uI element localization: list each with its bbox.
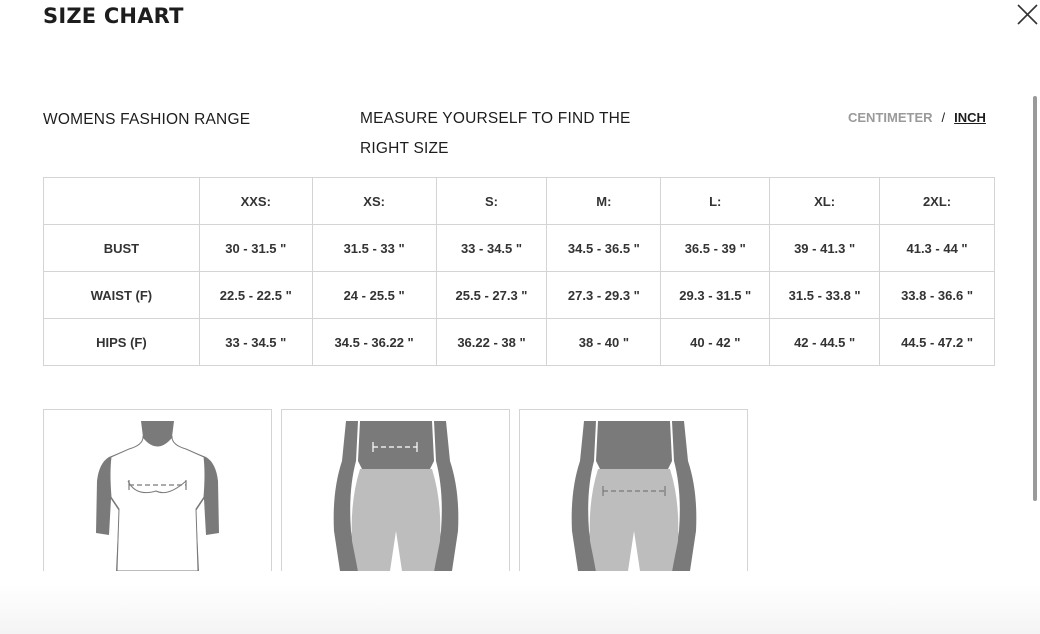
table-cell: 33 - 34.5 ": [199, 319, 312, 366]
table-header-cell: [44, 178, 200, 225]
table-header-cell: 2XL:: [880, 178, 995, 225]
hips-measure-figure-icon: [532, 421, 735, 571]
size-table: [43, 177, 995, 366]
table-cell: 33 - 34.5 ": [436, 225, 547, 272]
table-header-cell: S:: [436, 178, 547, 225]
table-cell: 44.5 - 47.2 ": [880, 319, 995, 366]
waist-measure-figure-icon: [294, 421, 497, 571]
table-cell: 27.3 - 29.3 ": [547, 272, 661, 319]
row-label: BUST: [44, 225, 200, 272]
bust-measure-figure-icon: [56, 421, 259, 571]
table-header-row: [44, 178, 995, 225]
table-cell: 38 - 40 ": [547, 319, 661, 366]
table-cell: 25.5 - 27.3 ": [436, 272, 547, 319]
close-icon: [1014, 2, 1040, 28]
range-label: WOMENS FASHION RANGE: [43, 111, 251, 128]
row-label: HIPS (F): [44, 319, 200, 366]
table-cell: 34.5 - 36.5 ": [547, 225, 661, 272]
table-cell: 31.5 - 33 ": [312, 225, 436, 272]
table-cell: 24 - 25.5 ": [312, 272, 436, 319]
table-row-hips: [44, 319, 995, 366]
unit-toggle: [848, 110, 986, 125]
modal-title: SIZE CHART: [43, 4, 184, 28]
close-button[interactable]: [1014, 2, 1040, 28]
table-header-cell: L:: [661, 178, 770, 225]
unit-inch-option[interactable]: INCH: [954, 110, 986, 125]
table-cell: 39 - 41.3 ": [770, 225, 880, 272]
table-header-cell: M:: [547, 178, 661, 225]
bottom-fade-overlay: [0, 571, 1040, 634]
table-cell: 31.5 - 33.8 ": [770, 272, 880, 319]
table-row-waist: [44, 272, 995, 319]
table-cell: 42 - 44.5 ": [770, 319, 880, 366]
table-cell: 36.22 - 38 ": [436, 319, 547, 366]
modal-scrollbar[interactable]: [1033, 96, 1037, 501]
table-cell: 29.3 - 31.5 ": [661, 272, 770, 319]
table-cell: 30 - 31.5 ": [199, 225, 312, 272]
table-header-cell: XXS:: [199, 178, 312, 225]
table-cell: 33.8 - 36.6 ": [880, 272, 995, 319]
table-cell: 40 - 42 ": [661, 319, 770, 366]
table-header-cell: XS:: [312, 178, 436, 225]
unit-separator: /: [941, 110, 946, 125]
table-cell: 41.3 - 44 ": [880, 225, 995, 272]
table-row-bust: [44, 225, 995, 272]
table-cell: 36.5 - 39 ": [661, 225, 770, 272]
measure-instructions: MEASURE YOURSELF TO FIND THE RIGHT SIZE: [360, 110, 631, 157]
row-label: WAIST (F): [44, 272, 200, 319]
table-cell: 34.5 - 36.22 ": [312, 319, 436, 366]
table-header-cell: XL:: [770, 178, 880, 225]
table-cell: 22.5 - 22.5 ": [199, 272, 312, 319]
unit-centimeter-option[interactable]: CENTIMETER: [848, 110, 933, 125]
